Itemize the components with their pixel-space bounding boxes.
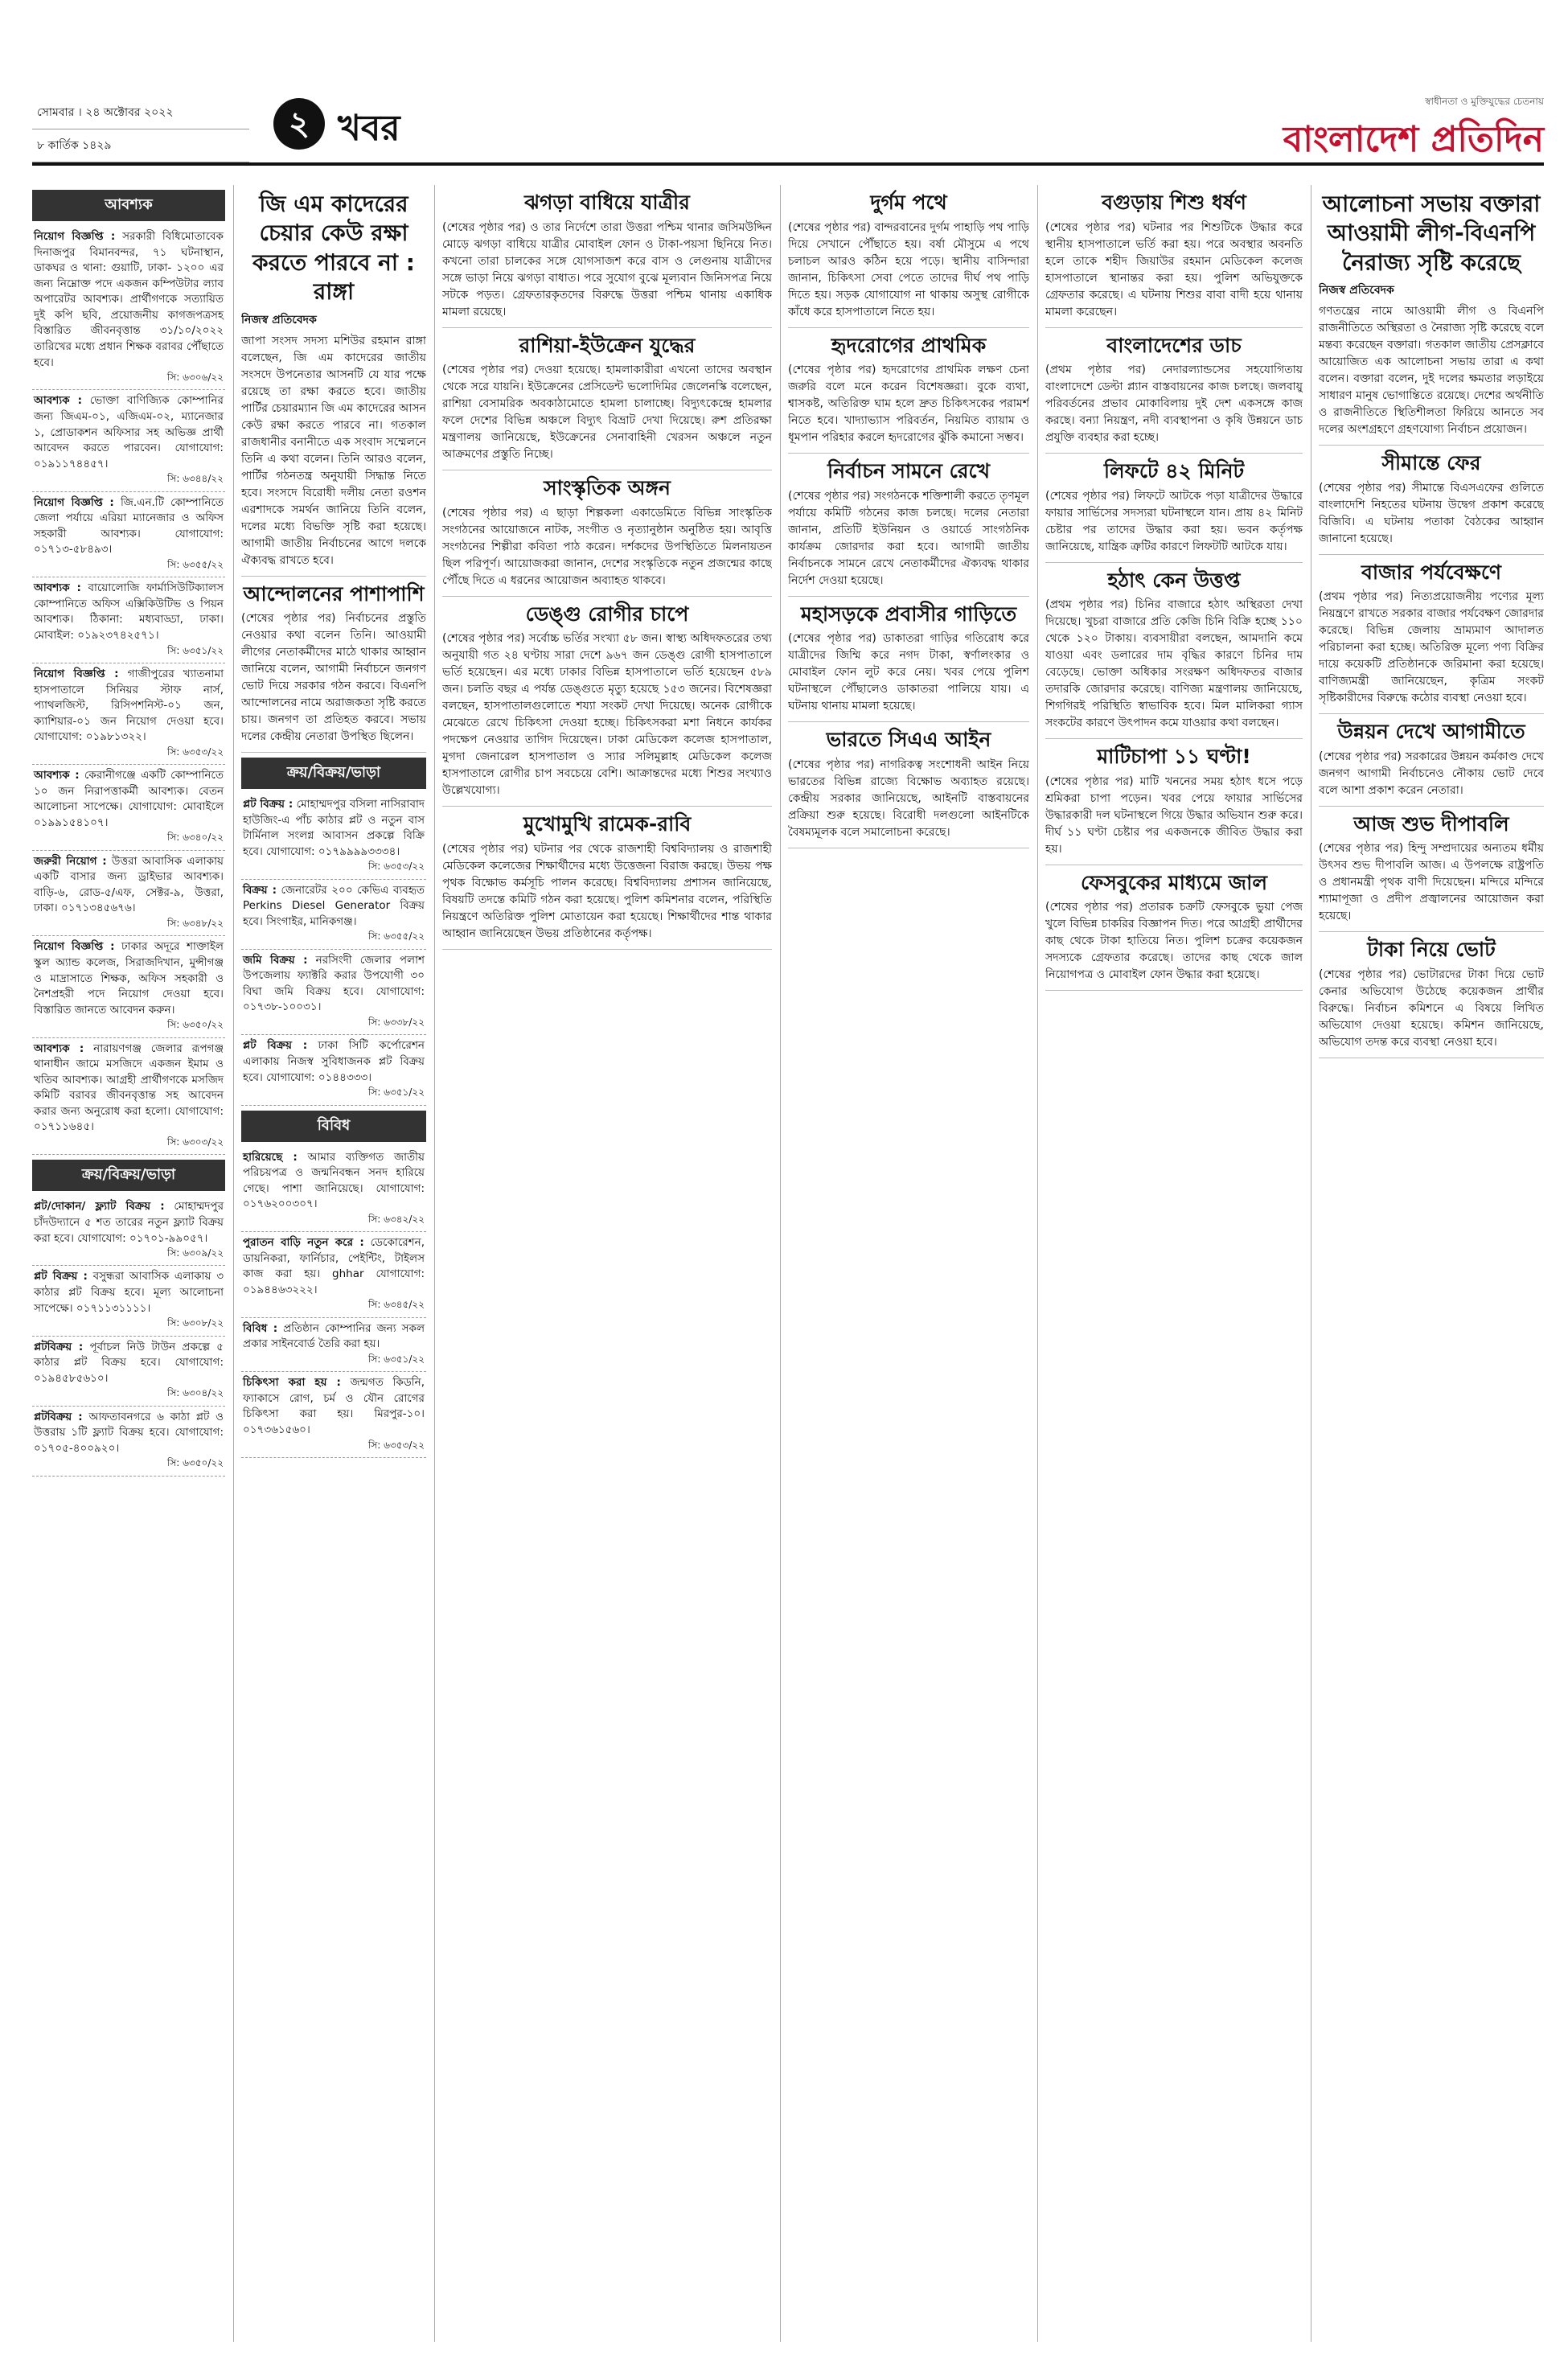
classified-ad xyxy=(32,851,225,937)
story-body: (শেষের পৃষ্ঠার পর) হৃদরোগের প্রাথমিক লক্ষণ চেনা জরুরি বলে মনে করেন বিশেষজ্ঞরা। বুকে ব্যথা, শ্বাসকষ্ট, অতিরিক্ত ঘাম হলে দ্রুত চিকিৎসকের পরামর্শ নিতে হবে। খাদ্যাভ্যাস পরিবর্তন, নিয়মিত ব্যায়াম ও ধূমপান পরিহার করলে হৃদরোগের ঝুঁকি কমানো সম্ভব। xyxy=(788,363,1029,444)
story-body: (শেষের পৃষ্ঠার পর) সংগঠনকে শক্তিশালী করতে তৃণমূল পর্যায়ে কমিটি গঠনের কাজ চলছে। দলের নেতারা জানান, প্রতিটি ইউনিয়ন ও ওয়ার্ডে সাংগঠনিক কার্যক্রম জোরদার করা হবে। আগামী জাতীয় নির্বাচনকে সামনে রেখে নেতাকর্মীদের ঐক্যবদ্ধ থাকার নির্দেশ দেওয়া হয়েছে। xyxy=(788,489,1029,587)
ad-ref: সি: ৬৩০৩/২২ xyxy=(166,1136,224,1148)
ad-ref: সি: ৬৩৪০/২২ xyxy=(166,832,224,844)
story-ramek-rabi xyxy=(442,811,772,950)
ad-text: জি.এন.টি কোম্পানিতে জেলা পর্যায়ে এরিয়া ম্যানেজার ও অফিস সহকারী আবশ্যক। যোগাযোগ: ০১৭১৩-৫৮৪৯৩। xyxy=(34,495,224,557)
story-border xyxy=(1319,450,1544,555)
headline: টাকা নিয়ে ভোট xyxy=(1367,938,1496,962)
ad-ref: সি: ৬৩৪৪/২২ xyxy=(166,473,224,485)
story-bogura xyxy=(1045,190,1303,328)
logo-tagline: স্বাধীনতা ও মুক্তিযুদ্ধের চেতনায় xyxy=(1425,96,1544,107)
ad-ref: সি: ৬৩৫৩/২২ xyxy=(367,860,425,873)
headline: মাটিচাপা ১১ ঘণ্টা! xyxy=(1097,745,1251,768)
ad-text: পূর্বাচল নিউ টাউন প্রকল্পে ৫ কাঠার প্লট বিক্রয় হবে। যোগাযোগ: ০১৯৪৫৮৫৬১০। xyxy=(34,1340,224,1385)
logo-text: বাংলাদেশ প্রতিদিন xyxy=(1283,119,1544,160)
column-divider xyxy=(780,185,781,2342)
ad-title: আবশ্যক : xyxy=(34,769,80,782)
ad-title: নিয়োগ বিজ্ঞপ্তি : xyxy=(34,940,115,954)
masthead-rule xyxy=(32,162,1544,166)
ad-title: প্লট বিক্রয় : xyxy=(243,798,293,811)
story-market xyxy=(1319,560,1544,715)
ad-ref: সি: ৬৩৫১/২২ xyxy=(166,644,224,656)
masthead xyxy=(32,97,1544,174)
classified-ad xyxy=(32,1407,225,1477)
ad-text: আফতাবনগরে ৬ কাঠা প্লট ও উত্তরায় ১টি ফ্ল্যাট বিক্রয় হবে। যোগাযোগ: ০১৭০৫-৪০০৯২০। xyxy=(34,1410,224,1455)
column-2 xyxy=(241,185,426,2342)
date-line: সোমবার । ২৪ অক্টোবর ২০২২ xyxy=(32,97,249,129)
story-taka-vote xyxy=(1319,937,1544,1058)
ad-text: গাজীপুরের খ্যাতনামা হাসপাতালে সিনিয়র স্টাফ নার্স, প্যাথলজিস্ট, রিসিপশনিস্ট-০১ জন, ক্যাশিয়ার-০১ জন নিয়োগ দেওয়া হবে। যোগাযোগ: ০১৯৮১৩২২। xyxy=(34,667,224,744)
classifieds-column xyxy=(32,185,225,2342)
ad-text: জেনারেটর ২০০ কেভিএ ব্যবহৃত Perkins Diesel Generator বিক্রয় হবে। সিংগাইর, মানিকগঞ্জ। xyxy=(243,883,425,928)
ad-title: প্লট বিক্রয় : xyxy=(243,1039,308,1053)
classified-ad xyxy=(32,390,225,491)
ad-text: জন্মগত কিডনি, ফ্যাকাসে রোগ, চর্ম ও যৌন রোগের চিকিৎসা করা হয়। মিরপুর-১০। ০১৭৩৬১৫৬০। xyxy=(243,1376,425,1436)
classified-ad xyxy=(241,1147,426,1233)
headline: বাজার পর্যবেক্ষণে xyxy=(1361,560,1501,584)
story-caa xyxy=(788,727,1029,848)
ad-title: জমি বিক্রয় : xyxy=(243,953,308,967)
headline: নির্বাচন সামনে রেখে xyxy=(827,459,991,483)
story-jhogra xyxy=(442,190,772,328)
ad-ref: সি: ৬৩৪৫/২২ xyxy=(367,1299,425,1311)
story-body: (শেষের পৃষ্ঠার পর) নির্বাচনের প্রস্তুতি নেওয়ার কথা বলেন তিনি। আওয়ামী লীগের নেতাকর্মীদের মাঠে থাকার আহ্বান জানিয়ে বলেন, আগামী নির্বাচনে জনগণ ভোট দিয়ে সরকার গঠন করবে। বিএনপি আন্দোলনের নামে অরাজকতা সৃষ্টি করতে চায়। জনগণ তা প্রতিহত করবে। সভায় দলের কেন্দ্রীয় নেতারা উপস্থিত ছিলেন। xyxy=(241,612,426,744)
headline: হৃদরোগের প্রাথমিক xyxy=(831,333,987,357)
classified-ad xyxy=(241,880,426,950)
column-divider xyxy=(233,185,234,2342)
classified-ad xyxy=(32,1337,225,1407)
ad-text: ঢাকার অদূরে শাক্তাইল স্কুল অ্যান্ড কলেজ, সিরাজদিখান, মুন্সীগঞ্জ ও মাদ্রাসাতে শিক্ষক, অফিস সহকারী ও নৈশপ্রহরী পদে নিয়োগ দেওয়া হবে। বিস্তারিত জানতে আবেদন করুন। xyxy=(34,940,224,1017)
column-divider xyxy=(434,185,435,2342)
headline: উন্নয়ন দেখে আগামীতে xyxy=(1337,720,1525,744)
story-body: গণতন্ত্রের নামে আওয়ামী লীগ ও বিএনপি রাজনীতিতে অস্থিরতা ও নৈরাজ্য সৃষ্টি করেছে বলে মন্তব্য করেছেন বক্তারা। গতকাল জাতীয় প্রেসক্লাবে আয়োজিত এক আলোচনা সভায় তারা এ কথা বলেন। বক্তারা বলেন, দুই দলের ক্ষমতার লড়াইয়ে সাধারণ মানুষ ভোগান্তিতে রয়েছে। দেশের অর্থনীতি ও রাজনীতিতে স্থিতিশীলতা ফিরিয়ে আনতে সব দলের অংশগ্রহণে গ্রহণযোগ্য নির্বাচন প্রয়োজন। xyxy=(1319,305,1544,437)
ad-title: প্লটবিক্রয় : xyxy=(34,1410,83,1423)
headline: ডেঙ্গু রোগীর চাপে xyxy=(525,602,689,626)
ad-title: জরুরী নিয়োগ : xyxy=(34,854,107,868)
ad-ref: সি: ৬৩৪৮/২২ xyxy=(166,918,224,930)
story-election xyxy=(788,458,1029,597)
classified-ad xyxy=(241,1372,426,1458)
classified-ad xyxy=(32,577,225,663)
ad-text: মোহাম্মদপুর চাঁদউদ্যানে ৫ শত তারের নতুন ফ্ল্যাট বিক্রয় করা হবে। যোগাযোগ: ০১৭০১-৯৯০৫৭। xyxy=(34,1200,224,1245)
story-rangha xyxy=(241,190,426,577)
ad-text: বসুন্ধরা আবাসিক এলাকায় ৩ কাঠার প্লট বিক্রয় হবে। মূল্য আলোচনা সাপেক্ষে। ০১৭১১৩১১১১। xyxy=(34,1270,224,1315)
newspaper-logo xyxy=(1206,95,1544,159)
story-highway xyxy=(788,602,1029,723)
classified-ad xyxy=(241,1318,426,1373)
story-unnoyon xyxy=(1319,719,1544,807)
ad-text: মোহাম্মদপুর বসিলা নাসিরাবাদ হাউজিং-এ পাঁচ কাঠার প্লট ও নতুন বাস টার্মিনাল সংলগ্ন আবাসন প্রকল্পে বিক্রি হবে। যোগাযোগ: ০১৭৯৯৯৯৩৩৩৪। xyxy=(243,798,425,858)
headline: ভারতে সিএএ আইন xyxy=(826,728,991,751)
classified-ad xyxy=(241,794,426,880)
ad-ref: সি: ৬৩০৬/২২ xyxy=(166,372,224,384)
ad-ref: সি: ৬৩৫৩/২২ xyxy=(367,1439,425,1451)
classifieds-header: আবশ্যক xyxy=(32,190,225,221)
story-body: (শেষের পৃষ্ঠার পর) এ ছাড়া শিল্পকলা একাডেমিতে বিভিন্ন সাংস্কৃতিক সংগঠনের আয়োজনে নাটক, সংগীত ও নৃত্যানুষ্ঠান অনুষ্ঠিত হয়। আবৃত্তি সংগঠনের শিল্পীরা কবিতা পাঠ করেন। দর্শকদের উপস্থিতিতে মিলনায়তন ছিল পরিপূর্ণ। আয়োজকরা জানান, দেশের সংস্কৃতিকে নতুন প্রজন্মের কাছে পৌঁছে দিতে এ ধরনের আয়োজন অব্যাহত থাকবে। xyxy=(442,506,772,587)
classified-ad xyxy=(32,226,225,390)
headline: জি এম কাদেরের চেয়ার কেউ রক্ষা করতে পারবে না : রাঙ্গা xyxy=(252,191,415,306)
headline: সাংস্কৃতিক অঙ্গন xyxy=(544,476,671,499)
story-culture xyxy=(442,475,772,597)
ad-text: নরসিংদী জেলার পলাশ উপজেলায় ফ্যাক্টরি করার উপযোগী ৩০ বিঘা জমি বিক্রয় হবে। যোগাযোগ: ০১৭৩৮-১০০৩১। xyxy=(243,953,425,1014)
story-durgom xyxy=(788,190,1029,328)
ad-text: কেরানীগঞ্জে একটি কোম্পানিতে ১০ জন নিরাপত্তাকর্মী আবশ্যক। বেতন আলোচনা সাপেক্ষে। যোগাযোগ: মোবাইলে ০১৯৯১৫৪১০৭। xyxy=(34,769,224,829)
ad-title: হারিয়েছে : xyxy=(243,1150,298,1164)
headline: আলোচনা সভায় বক্তারা আওয়ামী লীগ-বিএনপি নৈরাজ্য সৃষ্টি করেছে xyxy=(1322,191,1541,276)
ad-ref: সি: ৬৩৫০/২২ xyxy=(166,1457,224,1469)
ad-title: নিয়োগ বিজ্ঞপ্তি : xyxy=(34,495,114,509)
byline: নিজস্ব প্রতিবেদক xyxy=(241,313,317,327)
story-sugar xyxy=(1045,568,1303,740)
classified-ad xyxy=(32,1196,225,1266)
date-strip xyxy=(32,97,249,153)
classified-ad xyxy=(241,950,426,1036)
ads-list-4 xyxy=(241,1147,426,1458)
story-body: (প্রথম পৃষ্ঠার পর) নেদারল্যান্ডসের সহযোগিতায় বাংলাদেশে ডেল্টা প্ল্যান বাস্তবায়নের কাজ চলছে। জলবায়ু পরিবর্তনের প্রভাব মোকাবিলায় দুই দেশ একসঙ্গে কাজ করছে। বন্যা নিয়ন্ত্রণ, নদী ব্যবস্থাপনা ও কৃষি উন্নয়নে ডাচ প্রযুক্তি ব্যবহার করা হচ্ছে। xyxy=(1045,363,1303,444)
ad-text: সরকারী বিধিমোতাবেক দিনাজপুর বিমানবন্দর, ৭১ ঘটনাস্থান, ডাকঘর ও থানা: গুয়াটি, ঢাকা- ১২০০ এর জন্য নিম্নোক্ত পদে একজন কম্পিউটার ল্যাব অপারেটর আবশ্যক। প্রার্থীগণকে সত্যায়িত দুই কপি ছবি, প্রয়োজনীয় কাগজপত্রসহ বিস্তারিত জীবনবৃত্তান্ত ৩১/১০/২০২২ তারিখের মধ্যে প্রধান শিক্ষক বরাবর পৌঁছাতে হবে। xyxy=(34,230,224,369)
story-body: (শেষের পৃষ্ঠার পর) নাগরিকত্ব সংশোধনী আইন নিয়ে ভারতের বিভিন্ন রাজ্যে বিক্ষোভ অব্যাহত রয়েছে। কেন্দ্রীয় সরকার জানিয়েছে, আইনটি বাস্তবায়নের প্রক্রিয়া শুরু হয়েছে। বিরোধী দলগুলো আইনটিকে বৈষম্যমূলক বলে সমালোচনা করেছে। xyxy=(788,758,1029,839)
headline: হঠাৎ কেন উত্তপ্ত xyxy=(1107,568,1241,592)
headline: মুখোমুখি রামেক-রাবি xyxy=(523,812,692,836)
classified-ad xyxy=(32,936,225,1037)
story-body: (শেষের পৃষ্ঠার পর) ঘটনার পর থেকে রাজশাহী বিশ্ববিদ্যালয় ও রাজশাহী মেডিকেল কলেজের শিক্ষার্থীদের মধ্যে উত্তেজনা বিরাজ করছে। উভয় পক্ষ পৃথক বিক্ষোভ কর্মসূচি পালন করেছে। বিশ্ববিদ্যালয় প্রশাসন জানিয়েছে, বিষয়টি তদন্তে কমিটি গঠন করা হয়েছে। পুলিশ কমিশনার বলেন, পরিস্থিতি নিয়ন্ত্রণে অতিরিক্ত পুলিশ মোতায়েন করা হয়েছে। শিক্ষার্থীদের শান্ত থাকার আহ্বান জানিয়েছেন উভয় প্রতিষ্ঠানের কর্তৃপক্ষ। xyxy=(442,842,772,940)
story-alochona xyxy=(1319,190,1544,446)
story-body: (শেষের পৃষ্ঠার পর) ভোটারদের টাকা দিয়ে ভোট কেনার অভিযোগ উঠেছে কয়েকজন প্রার্থীর বিরুদ্ধে। নির্বাচন কমিশনে এ বিষয়ে লিখিত অভিযোগ দেওয়া হয়েছে। কমিশন জানিয়েছে, অভিযোগ তদন্ত করে ব্যবস্থা নেওয়া হবে। xyxy=(1319,967,1544,1049)
headline: বগুড়ায় শিশু ধর্ষণ xyxy=(1102,191,1246,214)
story-body: (শেষের পৃষ্ঠার পর) সরকারের উন্নয়ন কর্মকাণ্ড দেখে জনগণ আগামী নির্বাচনেও নৌকায় ভোট দেবে বলে আশা প্রকাশ করেন নেতারা। xyxy=(1319,750,1544,797)
column-4 xyxy=(788,185,1029,2342)
ad-title: নিয়োগ বিজ্ঞপ্তি : xyxy=(34,230,116,243)
section-name: খবর xyxy=(338,108,400,149)
story-body: (শেষের পৃষ্ঠার পর) হিন্দু সম্প্রদায়ের অন্যতম ধর্মীয় উৎসব শুভ দীপাবলি আজ। এ উপলক্ষে রাষ্ট্রপতি ও প্রধানমন্ত্রী পৃথক বাণী দিয়েছেন। মন্দিরে মন্দিরে শ্যামাপূজা ও প্রদীপ প্রজ্বালনের আয়োজন করা হয়েছে। xyxy=(1319,842,1544,923)
ad-text: নারায়ণগঞ্জ জেলার রূপগঞ্জ থানাধীন জামে মসজিদে একজন ইমাম ও খতিব আবশ্যক। আগ্রহী প্রার্থীগণকে মসজিদ কমিটি বরাবর জীবনবৃত্তান্ত সহ আবেদন করার জন্য অনুরোধ করা হলো। যোগাযোগ: ০১৭১১৬৪৫। xyxy=(34,1041,224,1134)
story-russia-ukraine xyxy=(442,333,772,471)
ad-title: প্লট/দোকান/ ফ্ল্যাট বিক্রয় : xyxy=(34,1200,165,1214)
story-body: (শেষের পৃষ্ঠার পর) বান্দরবানের দুর্গম পাহাড়ি পথ পাড়ি দিয়ে সেখানে পৌঁছাতে হয়। বর্ষা মৌসুমে এ পথে চলাচল আরও কঠিন হয়ে পড়ে। স্থানীয় বাসিন্দারা জানান, চিকিৎসা সেবা পেতে তাদের দীর্ঘ পথ পাড়ি দিতে হয়। সড়ক যোগাযোগ না থাকায় অসুস্থ রোগীকে কাঁধে করে হাসপাতালে নিতে হয়। xyxy=(788,220,1029,318)
ad-ref: সি: ৬৩৫৩/২২ xyxy=(166,745,224,758)
story-andolon xyxy=(241,581,426,754)
ad-title: বিক্রয় : xyxy=(243,883,277,897)
headline: রাশিয়া-ইউক্রেন যুদ্ধের xyxy=(519,333,696,357)
classified-ad xyxy=(32,765,225,851)
byline: নিজস্ব প্রতিবেদক xyxy=(1319,284,1394,298)
column-5 xyxy=(1045,185,1303,2342)
classified-ad xyxy=(32,663,225,765)
headline: মহাসড়কে প্রবাসীর গাড়িতে xyxy=(800,602,1017,626)
ad-title: প্লটবিক্রয় : xyxy=(34,1340,84,1353)
story-body: (শেষের পৃষ্ঠার পর) প্রতারক চক্রটি ফেসবুকে ভুয়া পেজ খুলে বিভিন্ন চাকরির বিজ্ঞাপন দিত। পরে আগ্রহী প্রার্থীদের কাছ থেকে টাকা হাতিয়ে নিত। পুলিশ চক্রের কয়েকজন সদস্যকে গ্রেফতার করেছে। তাদের কাছ থেকে জাল নিয়োগপত্র ও মোবাইল ফোন উদ্ধার করা হয়েছে। xyxy=(1045,901,1303,981)
ad-text: ঢাকা সিটি কর্পোরেশন এলাকায় নিজস্ব সুবিধাজনক প্লট বিক্রয় হবে। যোগাযোগ: ০১৪৪৩৩৩। xyxy=(243,1039,425,1084)
classifieds-header-2: ক্রয়/বিক্রয়/ভাড়া xyxy=(32,1160,225,1191)
headline: আজ শুভ দীপাবলি xyxy=(1353,811,1509,836)
story-body: (শেষের পৃষ্ঠার পর) সীমান্তে বিএসএফের গুলিতে বাংলাদেশি নিহতের ঘটনায় উদ্বেগ প্রকাশ করেছে বিজিবি। এ ঘটনায় পতাকা বৈঠকের আহ্বান জানানো হয়েছে। xyxy=(1319,481,1544,545)
ad-ref: সি: ৬৩৫১/২২ xyxy=(367,1353,425,1365)
classified-ad xyxy=(241,1035,426,1105)
ad-text: ডেকোরেশন, ডায়নিকরা, ফার্নিচার, পেইন্টিং, টাইলস কাজ করা হয়। ghhar যোগাযোগ: ০১৯৪৪৬৩২২২। xyxy=(243,1236,425,1296)
ad-text: উত্তরা আবাসিক এলাকায় একটি বাসার জন্য ড্রাইভার আবশ্যক। বাড়ি-৬, রোড-৫/এফ, সেক্টর-৯, উত্তরা, ঢাকা। ০১৭১৩৪৫৬৭৬। xyxy=(34,854,224,915)
story-body: (শেষের পৃষ্ঠার পর) লিফটে আটকে পড়া যাত্রীদের উদ্ধারে ফায়ার সার্ভিসের সদস্যরা ঘটনাস্থলে যান। প্রায় ৪২ মিনিট চেষ্টার পর তাদের উদ্ধার করা হয়। ভবন কর্তৃপক্ষ জানিয়েছে, যান্ত্রিক ত্রুটির কারণে লিফটটি আটকে যায়। xyxy=(1045,489,1303,553)
story-body: (প্রথম পৃষ্ঠার পর) চিনির বাজারে হঠাৎ অস্থিরতা দেখা দিয়েছে। খুচরা বাজারে প্রতি কেজি চিনি বিক্রি হচ্ছে ১১০ থেকে ১২০ টাকায়। ব্যবসায়ীরা বলছেন, আমদানি কমে যাওয়া এবং ডলারের দাম বৃদ্ধির কারণে চিনির দাম বেড়েছে। ভোক্তা অধিকার সংরক্ষণ অধিদফতর বাজার তদারকি জোরদার করেছে। বাণিজ্য মন্ত্রণালয় জানিয়েছে, শিগগিরই পরিস্থিতি স্বাভাবিক হবে। মিল মালিকরা গ্যাস সংকটের কারণে উৎপাদন কমে যাওয়ার কথা বলছেন। xyxy=(1045,598,1303,729)
column-divider xyxy=(1037,185,1038,2342)
headline: সীমান্তে ফের xyxy=(1381,451,1481,475)
ad-ref: সি: ৬৩৫১/২২ xyxy=(367,1086,425,1099)
ad-title: চিকিৎসা করা হয় : xyxy=(243,1376,341,1390)
headline: লিফটে ৪২ মিনিট xyxy=(1103,459,1245,483)
headline: আন্দোলনের পাশাপাশি xyxy=(243,581,425,606)
story-body: (শেষের পৃষ্ঠার পর) মাটি খননের সময় হঠাৎ ধসে পড়ে শ্রমিকরা চাপা পড়েন। খবর পেয়ে ফায়ার সার্ভিসের উদ্ধারকারী দল ঘটনাস্থলে গিয়ে উদ্ধার অভিযান শুরু করে। দীর্ঘ ১১ ঘণ্টা চেষ্টার পর একজনকে জীবিত উদ্ধার করা হয়। xyxy=(1045,774,1303,856)
story-dengue xyxy=(442,602,772,807)
misc-header: বিবিধ xyxy=(241,1111,426,1142)
ad-title: বিবিধ : xyxy=(243,1321,278,1335)
classified-ad xyxy=(32,1266,225,1336)
classified-ad xyxy=(32,1038,225,1156)
ad-text: বায়োলোজি ফার্মাসিউটিক্যালস কোম্পানিতে অফিস এক্সিকিউটিভ ও পিয়ন আবশ্যক। ঠিকানা: মধ্যবাড্ডা, ঢাকা। মোবাইল: ০১৯২৩৭৪২৫৭১। xyxy=(34,581,224,642)
story-dipaboli xyxy=(1319,811,1544,933)
ad-title: আবশ্যক : xyxy=(34,581,81,595)
ad-title: আবশ্যক : xyxy=(34,1041,84,1055)
ad-title: পুরাতন বাড়ি নতুন করে : xyxy=(243,1236,364,1250)
headline: ফেসবুকের মাধ্যমে জাল xyxy=(1080,870,1268,894)
story-body: (প্রথম পৃষ্ঠার পর) নিত্যপ্রয়োজনীয় পণ্যের মূল্য নিয়ন্ত্রণে রাখতে সরকার বাজার পর্যবেক্ষণ জোরদার করেছে। বিভিন্ন জেলায় ভ্রাম্যমাণ আদালত পরিচালনা করা হচ্ছে। অতিরিক্ত মূল্যে পণ্য বিক্রির দায়ে কয়েকটি প্রতিষ্ঠানকে জরিমানা করা হয়েছে। বাণিজ্যমন্ত্রী জানিয়েছেন, কৃত্রিম সংকট সৃষ্টিকারীদের বিরুদ্ধে কঠোর ব্যবস্থা নেওয়া হবে। xyxy=(1319,590,1544,705)
ad-ref: সি: ৬৩৩৮/২২ xyxy=(367,1017,425,1029)
ads-list-3 xyxy=(241,794,426,1105)
story-body: (শেষের পৃষ্ঠার পর) ঘটনার পর শিশুটিকে উদ্ধার করে স্থানীয় হাসপাতালে ভর্তি করা হয়। পরে অবস্থার অবনতি হলে তাকে শহীদ জিয়াউর রহমান মেডিকেল কলেজ হাসপাতালে স্থানান্তর করা হয়। পুলিশ অভিযুক্তকে গ্রেফতার করেছে। এ ঘটনায় শিশুর বাবা বাদী হয়ে থানায় মামলা করেছেন। xyxy=(1045,220,1303,318)
story-facebook xyxy=(1045,870,1303,992)
story-body: (শেষের পৃষ্ঠার পর) সর্বোচ্চ ভর্তির সংখ্যা ৫৮ জন। স্বাস্থ্য অধিদফতরের তথ্য অনুযায়ী গত ২৪ ঘণ্টায় সারা দেশে ৯৬৭ জন ডেঙ্গু রোগী হাসপাতালে ভর্তি হয়েছেন। এর মধ্যে ঢাকার বিভিন্ন হাসপাতালে ভর্তি হয়েছেন ৫৮৯ জন। চলতি বছর এ পর্যন্ত ডেঙ্গুতে মৃত্যু হয়েছে ১৫৩ জনের। বিশেষজ্ঞরা বলছেন, হাসপাতালগুলোতে শয্যা সংকট দেখা দিয়েছে। অনেক রোগীকে মেঝেতে রেখে চিকিৎসা দেওয়া হচ্ছে। চিকিৎসকরা মশা নিধনে কার্যকর পদক্ষেপ নেওয়ার তাগিদ দিয়েছেন। ঢাকা মেডিকেল কলেজ হাসপাতাল, মুগদা জেনারেল হাসপাতাল ও স্যার সলিমুল্লাহ মেডিকেল কলেজ হাসপাতালে রোগীর চাপ সবচেয়ে বেশি। আক্রান্তদের মধ্যে শিশুর সংখ্যাও উল্লেখযোগ্য। xyxy=(442,632,772,797)
ad-text: ভোক্তা বাণিজ্যিক কোম্পানির জন্য জিএম-০১, এজিএম-০২, ম্যানেজার ১, প্রোডাকশন অফিসার সহ অভিজ্ঞ প্রার্থী আবেদন করতে পারবেন। যোগাযোগ: ০১৯১১৭৪৪৫৭। xyxy=(34,394,224,470)
ad-text: আমার ব্যক্তিগত জাতীয় পরিচয়পত্র ও জন্মনিবন্ধন সনদ হারিয়ে গেছে। পাশা জানিয়েছে। যোগাযোগ: ০১৭৬২০০৩০৭। xyxy=(243,1150,425,1211)
ad-ref: সি: ৬৩৫০/২২ xyxy=(166,1019,224,1031)
headline: দুর্গম পথে xyxy=(870,191,947,214)
ad-ref: সি: ৬৩৪২/২২ xyxy=(367,1213,425,1225)
ad-ref: সি: ৬৩০৮/২২ xyxy=(166,1317,224,1329)
classified-ad xyxy=(241,1232,426,1318)
story-dutch xyxy=(1045,333,1303,454)
ad-ref: সি: ৬৩৫৫/২২ xyxy=(166,558,224,570)
story-body: জাপা সংসদ সদস্য মশিউর রহমান রাঙ্গা বলেছেন, জি এম কাদেরের জাতীয় সংসদে উপনেতার আসনটি যে যার পক্ষে রয়েছে তা রক্ষা করতে হবে। জাতীয় পার্টির চেয়ারম্যান জি এম কাদেরের আসন কেউ রক্ষা করতে পারবে না। গতকাল রাজধানীর বনানীতে এক সংবাদ সম্মেলনে তিনি এ কথা বলেন। তিনি আরও বলেন, পার্টির গঠনতন্ত্র অনুযায়ী সিদ্ধান্ত নিতে হবে। সংসদে বিরোধী দলীয় নেতা রওশন এরশাদকে সমর্থন জানিয়ে তিনি বলেন, দলের মধ্যে বিভক্তি সৃষ্টি করা হয়েছে। আগামী জাতীয় নির্বাচনের আগে দলকে ঐক্যবদ্ধ রাখতে হবে। xyxy=(241,334,426,567)
headline: বাংলাদেশের ডাচ xyxy=(1106,333,1242,357)
bangla-date: ৮ কার্তিক ১৪২৯ xyxy=(32,129,249,162)
ad-text: প্রতিষ্ঠান কোম্পানির জন্য সকল প্রকার সাইনবোর্ড তৈরি করা হয়। xyxy=(243,1321,425,1351)
story-body: (শেষের পৃষ্ঠার পর) ডাকাতরা গাড়ির গতিরোধ করে যাত্রীদের জিম্মি করে নগদ টাকা, স্বর্ণালংকার ও মোবাইল ফোন লুট করে নেয়। খবর পেয়ে পুলিশ ঘটনাস্থলে পৌঁছালেও ডাকাতরা পালিয়ে যায়। এ ঘটনায় থানায় মামলা হয়েছে। xyxy=(788,632,1029,713)
column-3 xyxy=(442,185,772,2342)
ad-ref: সি: ৬৩০৪/২২ xyxy=(166,1387,224,1399)
column-6 xyxy=(1319,185,1544,2342)
story-lift xyxy=(1045,458,1303,563)
headline: ঝগড়া বাধিয়ে যাত্রীর xyxy=(524,191,690,214)
classified-ad xyxy=(32,492,225,578)
ad-title: প্লট বিক্রয় : xyxy=(34,1270,88,1284)
story-buried xyxy=(1045,744,1303,865)
story-heart xyxy=(788,333,1029,454)
ads-list-1 xyxy=(32,226,225,1155)
ads-list-2 xyxy=(32,1196,225,1476)
ad-ref: সি: ৬৩০৯/২২ xyxy=(166,1247,224,1259)
story-body: (শেষের পৃষ্ঠার পর) ও তার নির্দেশে তারা উত্তরা পশ্চিম থানার জসিমউদ্দিন মোড়ে ঝগড়া বাধিয়ে যাত্রীর মোবাইল ফোন ও টাকা-পয়সা ছিনিয়ে নিত। কখনো তারা চালকের সঙ্গে যোগসাজশ করে বাস ও লেগুনায় যাত্রীদের সঙ্গে ভাড়া নিয়ে ঝগড়া বাধাত। পরে সুযোগ বুঝে মূল্যবান জিনিসপত্র নিয়ে সটকে পড়ত। গ্রেফতারকৃতদের বিরুদ্ধে উত্তরা পশ্চিম থানায় একাধিক মামলা রয়েছে। xyxy=(442,220,772,318)
ad-ref: সি: ৬৩৫৫/২২ xyxy=(367,930,425,943)
ad-title: আবশ্যক : xyxy=(34,394,83,408)
page-number: ২ xyxy=(273,98,325,150)
classifieds-header: ক্রয়/বিক্রয়/ভাড়া xyxy=(241,758,426,789)
ad-title: নিয়োগ বিজ্ঞপ্তি : xyxy=(34,667,119,680)
story-body: (শেষের পৃষ্ঠার পর) দেওয়া হয়েছে। হামলাকারীরা এখনো তাদের অবস্থান থেকে সরে যায়নি। ইউক্রেনের প্রেসিডেন্ট ভলোদিমির জেলেনস্কি বলেছেন, রাশিয়া বেসামরিক অবকাঠামোতে হামলা চালাচ্ছে। বিদ্যুৎকেন্দ্রে হামলার ফলে দেশের বিভিন্ন অঞ্চলে বিদ্যুৎ বিভ্রাট দেখা দিয়েছে। রুশ প্রতিরক্ষা মন্ত্রণালয় জানিয়েছে, ইউক্রেনের সেনাবাহিনী খেরসন অঞ্চলে নতুন আক্রমণের প্রস্তুতি নিচ্ছে। xyxy=(442,363,772,461)
